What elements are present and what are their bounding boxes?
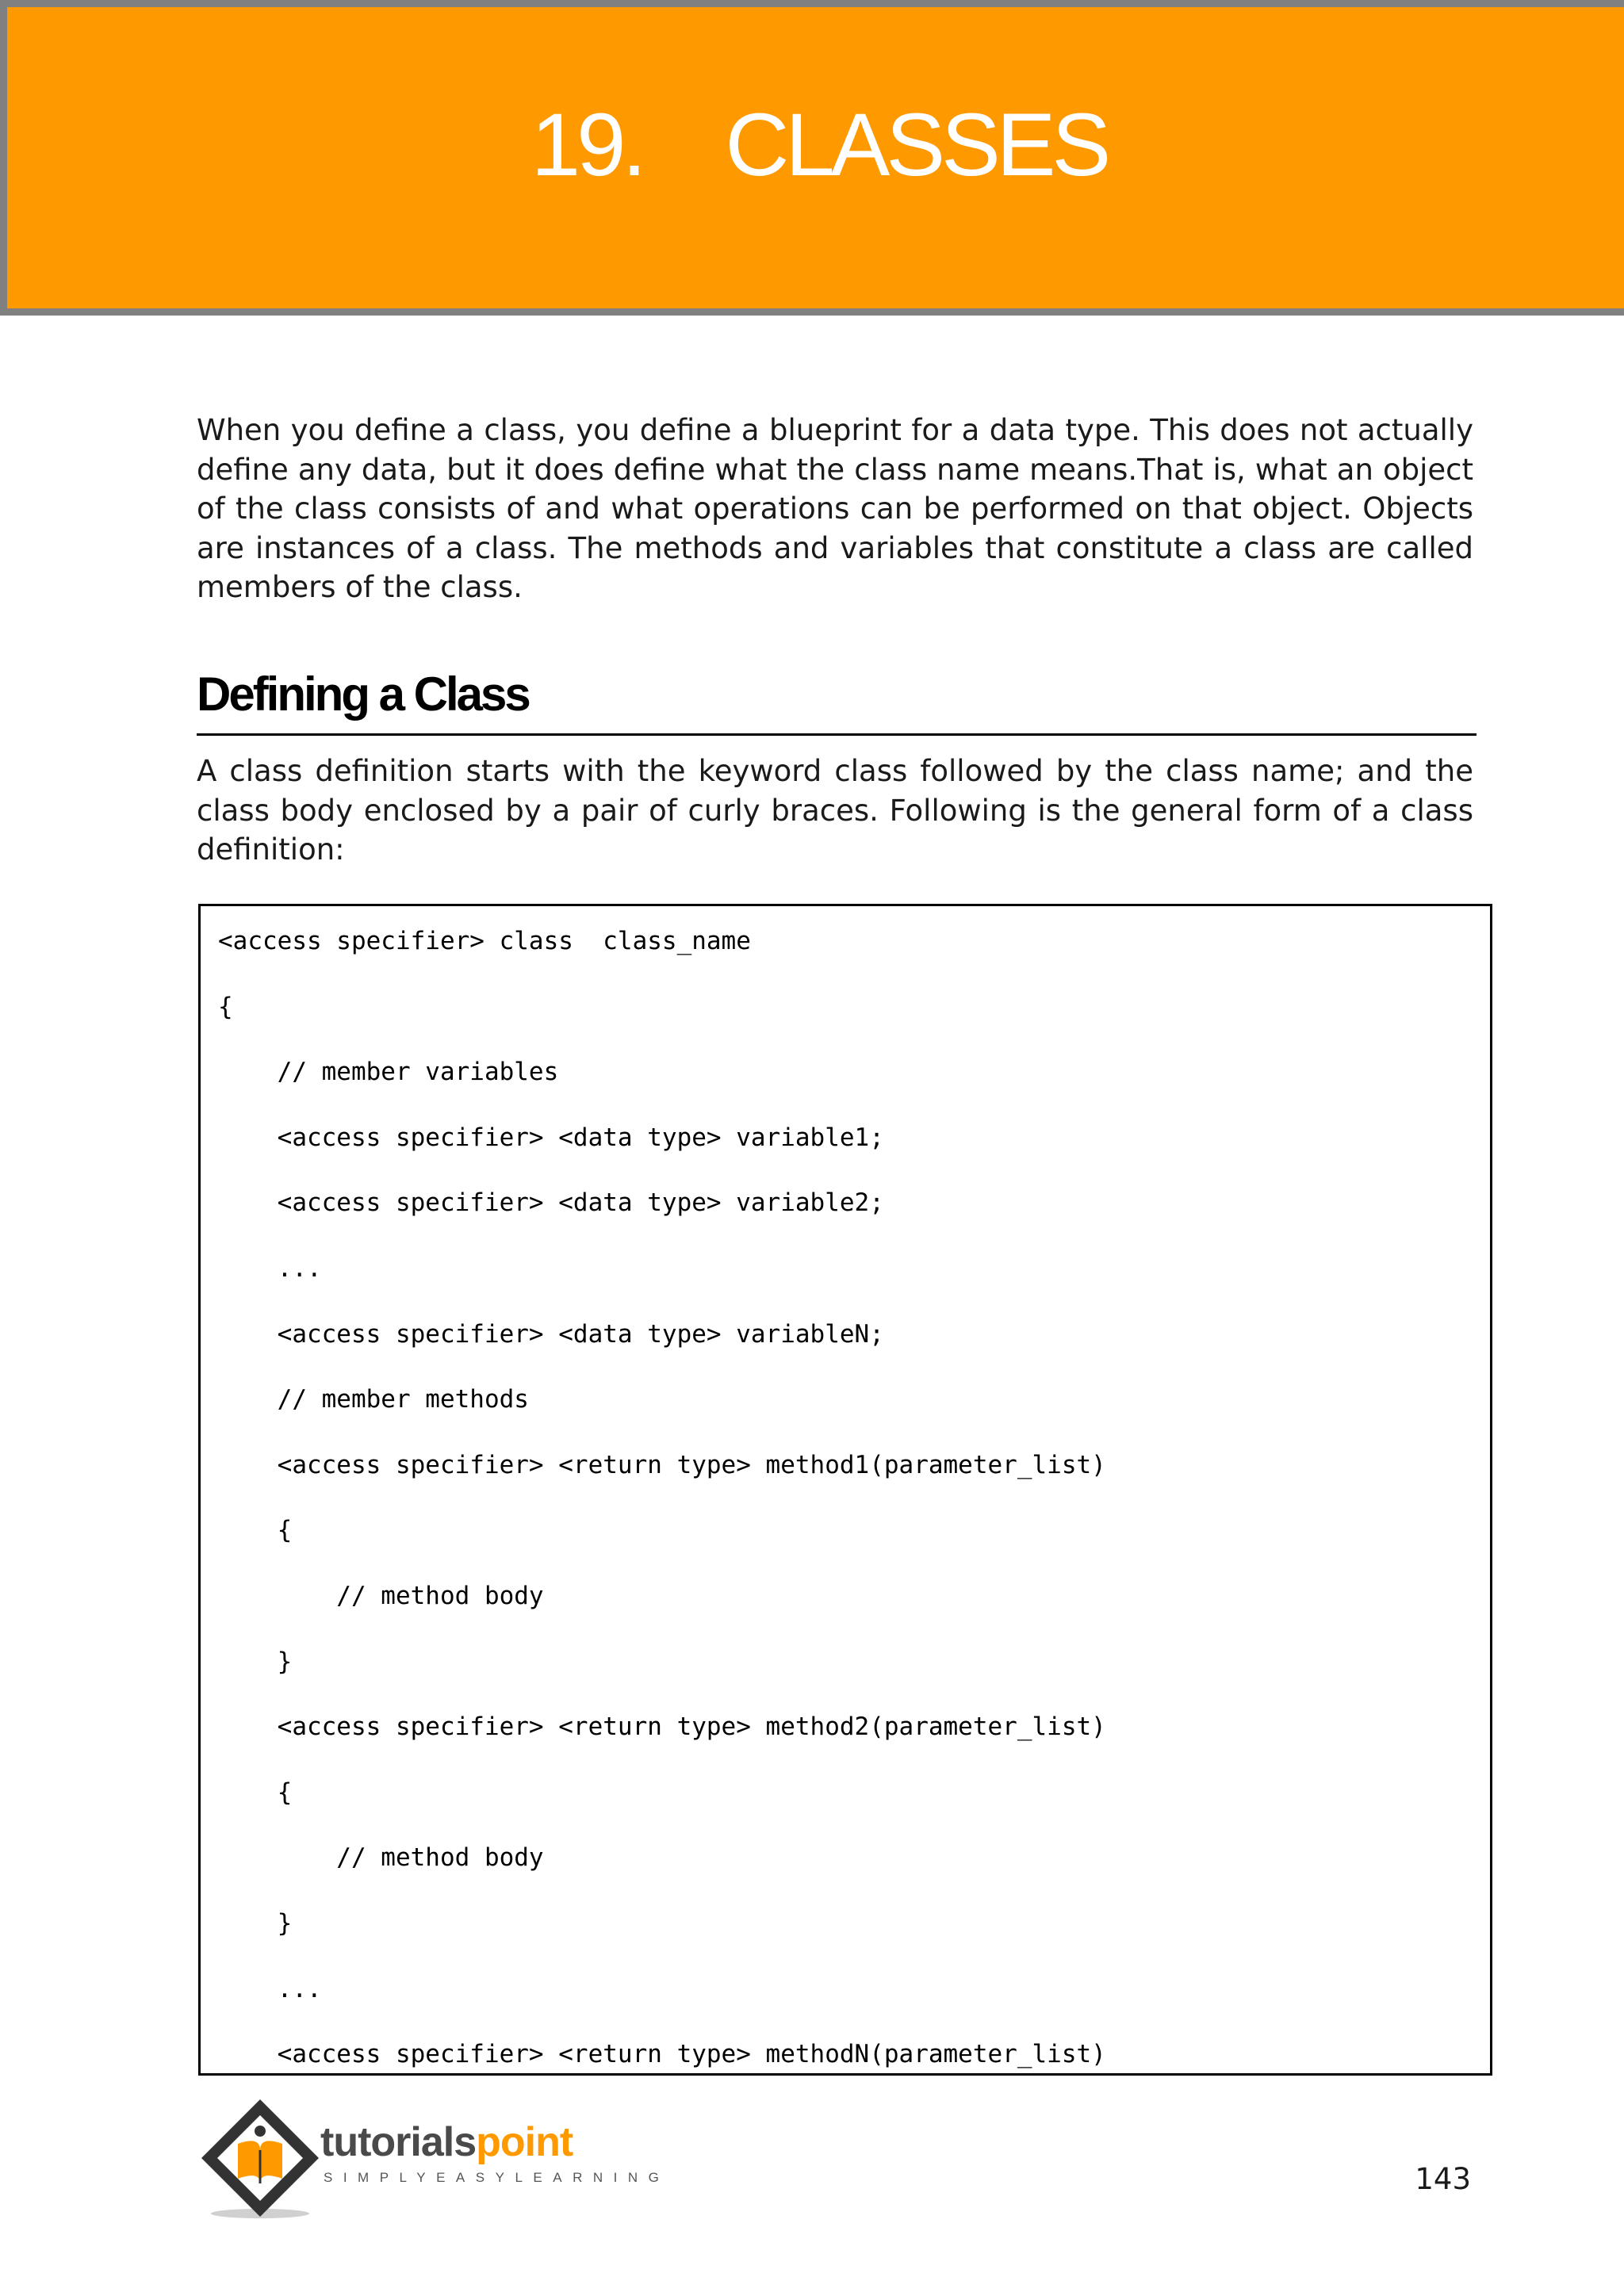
section-paragraph: A class definition starts with the keyword class followed by the class name; and the class body enclosed by a pair of curly braces. Following is the general form of a class definition: <box>197 754 1473 867</box>
chapter-title <box>7 95 1624 194</box>
code-line: <access specifier> <data type> variable1; <box>218 1123 884 1152</box>
logo-diamond-icon <box>197 2096 324 2223</box>
tutorialspoint-logo <box>197 2096 670 2223</box>
intro-paragraph: When you define a class, you define a blueprint for a data type. This does not actually define any data, but it does define what the class name means.That is, what an object of the class consists of and what operations can be performed on that object. Objects are instances of a class. The methods and variables that constitute a class are called members of the class. <box>197 413 1473 604</box>
code-line: <access specifier> <return type> method2(parameter_list) <box>218 1712 1106 1742</box>
code-line: <access specifier> <data type> variable2; <box>218 1188 884 1218</box>
code-line: ... <box>218 1974 322 2003</box>
chapter-number: 19. <box>530 95 643 194</box>
code-line: <access specifier> class class_name <box>218 927 751 955</box>
code-block <box>198 904 1492 2076</box>
code-line: // member variables <box>218 1058 559 1087</box>
code-line: { <box>218 1777 293 1807</box>
code-line: ... <box>218 1253 322 1283</box>
code-line: <access specifier> <return type> methodN(parameter_list) <box>218 2040 1106 2069</box>
code-line: } <box>218 1647 293 1676</box>
code-line: { <box>218 992 233 1021</box>
code-line: // method body <box>218 1581 544 1610</box>
code-line: } <box>218 1908 293 1938</box>
section-heading-text: Defining a Class <box>197 668 529 721</box>
logo-tagline: SIMPLYEASYLEARNING <box>324 2170 670 2185</box>
section-heading <box>197 668 1477 736</box>
logo-wordmark-part2: point <box>476 2119 573 2165</box>
code-line: <access specifier> <return type> method1(parameter_list) <box>218 1450 1106 1479</box>
page-number: 143 <box>1415 2162 1471 2196</box>
code-line: <access specifier> <data type> variableN; <box>218 1319 884 1349</box>
code-line: // member methods <box>218 1385 529 1414</box>
code-line: { <box>218 1516 293 1545</box>
logo-wordmark-part1: tutorials <box>320 2119 477 2165</box>
code-line: // method body <box>218 1843 544 1873</box>
chapter-name: CLASSES <box>725 95 1108 194</box>
logo-wordmark <box>320 2119 573 2165</box>
chapter-banner <box>0 0 1624 316</box>
